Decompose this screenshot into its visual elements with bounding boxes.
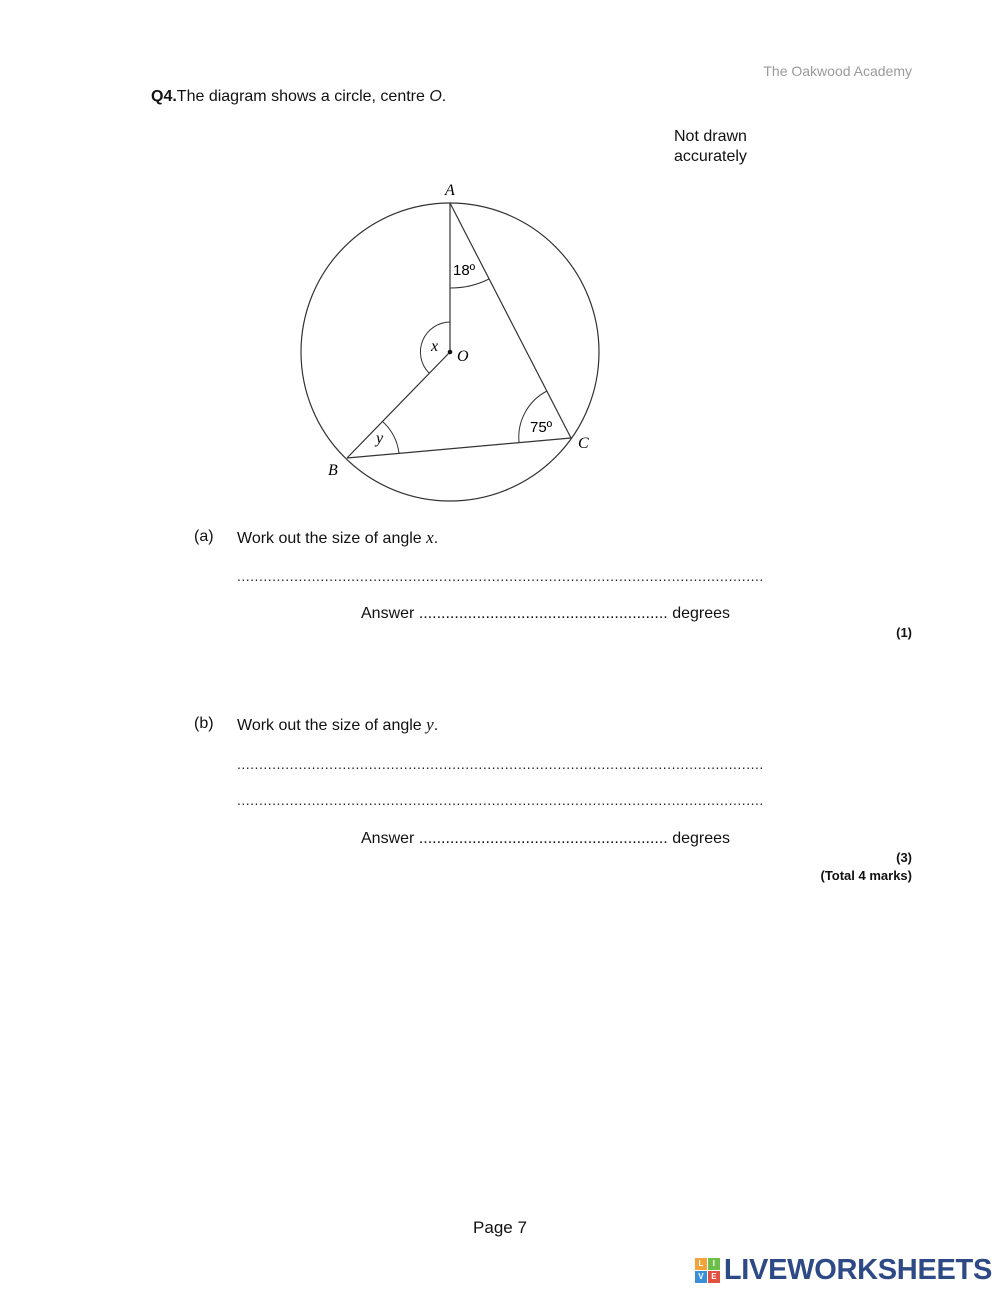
angle-label-y: y	[376, 430, 384, 447]
angle-arc-y	[382, 421, 399, 453]
radius-OB	[347, 352, 450, 458]
point-label-A: A	[445, 182, 455, 199]
angle-label-C: 75º	[530, 419, 553, 436]
centre-dot	[448, 350, 453, 355]
part-a-answer-unit: degrees	[672, 605, 731, 622]
liveworksheets-logo-icon	[695, 1258, 720, 1283]
liveworksheets-logo-text: LIVEWORKSHEETS	[723, 1254, 992, 1286]
part-a-prompt	[237, 528, 438, 548]
note-line-1: Not drawn	[674, 128, 747, 145]
question-text: The diagram shows a circle, centre	[176, 88, 430, 105]
point-label-B: B	[328, 462, 338, 479]
chord-AC	[450, 203, 571, 438]
centre-label: O	[429, 88, 442, 105]
logo-letter-i: I	[708, 1258, 720, 1270]
part-a-prompt-end: .	[433, 530, 439, 547]
part-a-marks: (1)	[896, 625, 912, 640]
question-number: Q4.	[151, 88, 177, 105]
point-label-C: C	[578, 435, 589, 452]
part-b-prompt-end: .	[433, 717, 439, 734]
part-b-marks: (3)	[896, 850, 912, 865]
part-b-prompt	[237, 715, 438, 735]
part-b-answer-unit: degrees	[672, 830, 731, 847]
part-a-answer-field[interactable]: ........................................................	[418, 605, 668, 622]
part-b-prompt-text: Work out the size of angle	[237, 717, 427, 734]
logo-letter-v: V	[695, 1271, 707, 1283]
point-label-O: O	[457, 348, 469, 365]
part-a-working-line-1[interactable]: ........................................................................................................................	[237, 568, 764, 584]
question-end: .	[441, 88, 447, 105]
part-a-answer-row	[361, 605, 730, 623]
part-a-variable: x	[426, 528, 434, 547]
angle-label-x: x	[431, 338, 439, 355]
school-name: The Oakwood Academy	[763, 63, 912, 79]
part-a-label: (a)	[194, 528, 214, 545]
part-b-working-line-2[interactable]: ........................................................................................................................	[237, 792, 764, 808]
part-b-answer-row	[361, 830, 730, 848]
part-a-answer-label: Answer	[361, 605, 415, 622]
note-line-2: accurately	[674, 148, 747, 165]
logo-letter-l: L	[695, 1258, 707, 1270]
part-b-answer-label: Answer	[361, 830, 415, 847]
part-b-working-line-1[interactable]: ........................................................................................................................	[237, 756, 764, 772]
part-b-variable: y	[426, 715, 434, 734]
angle-label-A: 18º	[453, 262, 476, 279]
logo-letter-e: E	[708, 1271, 720, 1283]
part-a-prompt-text: Work out the size of angle	[237, 530, 427, 547]
not-drawn-accurately-note	[674, 127, 747, 167]
total-marks: (Total 4 marks)	[820, 868, 912, 883]
part-b-label: (b)	[194, 715, 214, 732]
question-stem	[151, 88, 446, 106]
page-number: Page 7	[473, 1218, 527, 1237]
angle-arc-A	[450, 279, 489, 288]
liveworksheets-logo	[695, 1254, 992, 1287]
circle-diagram	[296, 178, 606, 508]
part-b-answer-field[interactable]: ........................................................	[418, 830, 668, 847]
part-b-marks-block	[820, 849, 912, 885]
